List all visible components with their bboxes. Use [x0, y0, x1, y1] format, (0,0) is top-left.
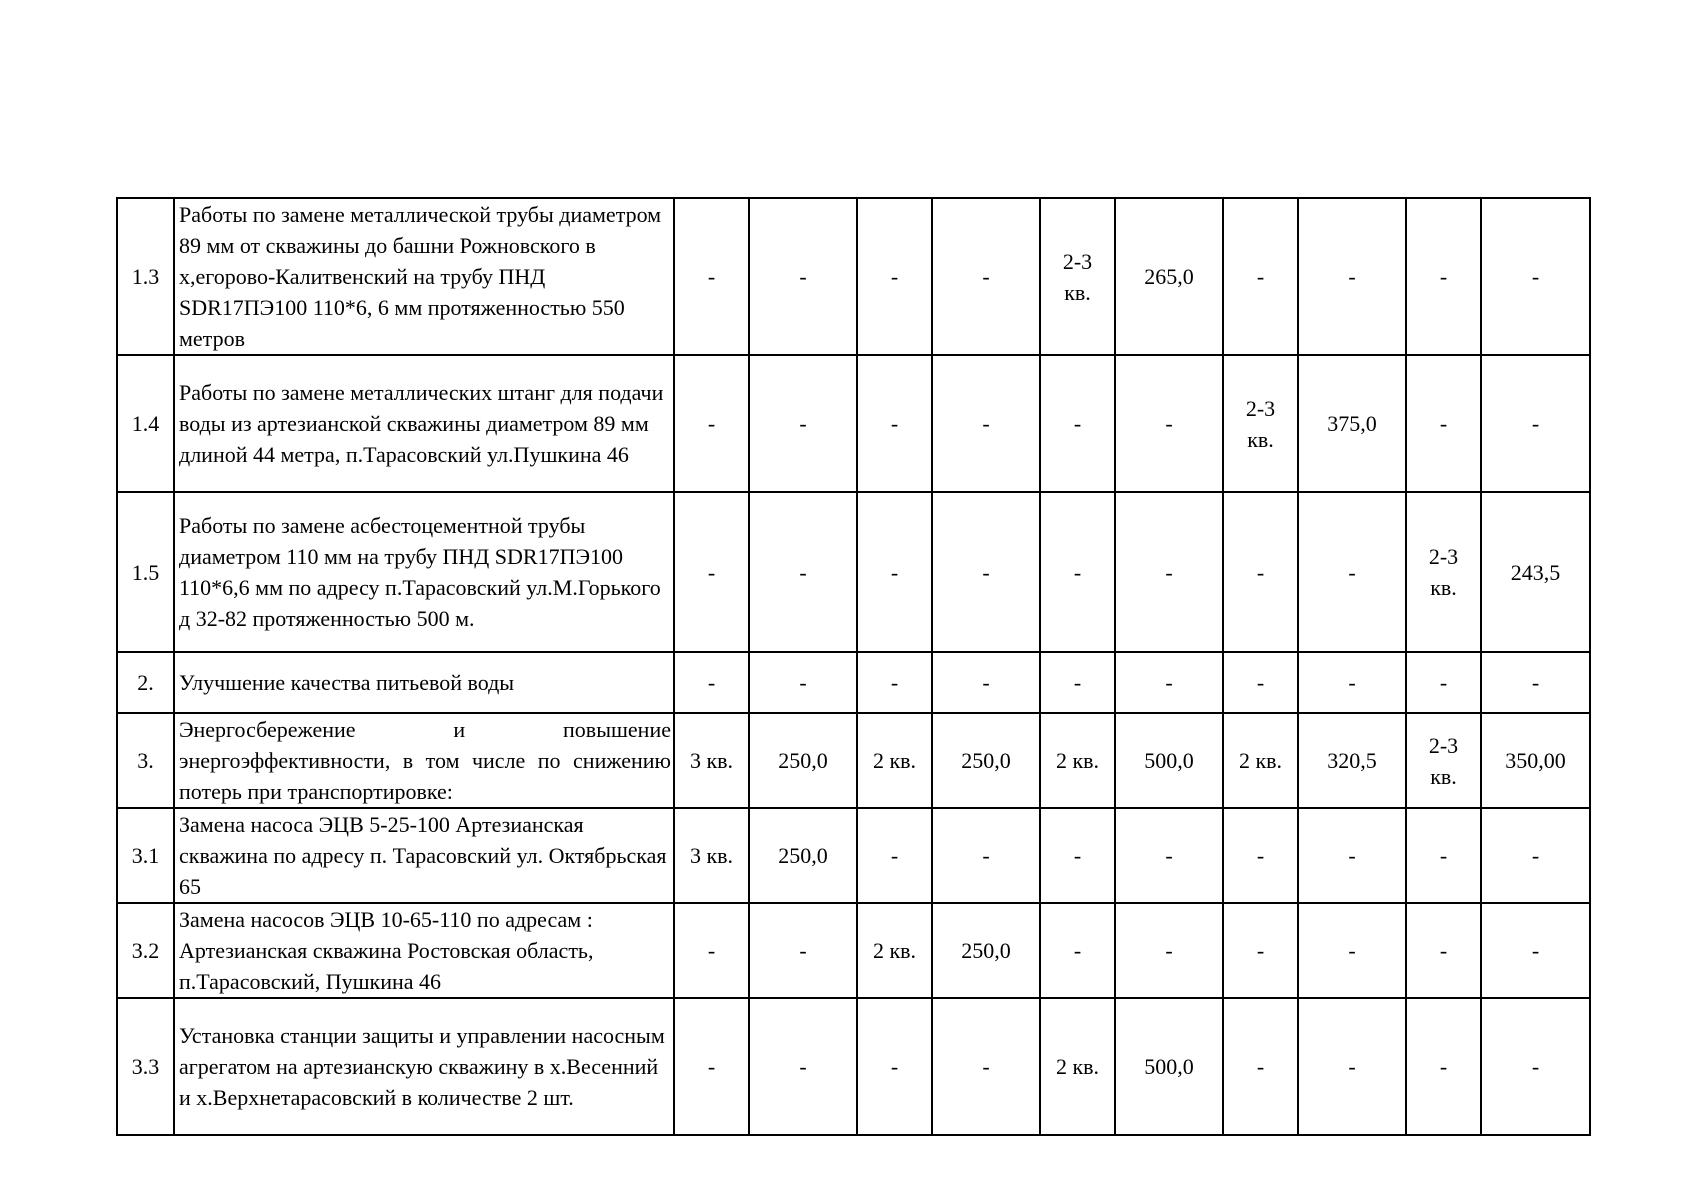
row-description: Работы по замене металлических штанг для подачи воды из артезианской скважины диаметром 89 мм длиной 44 метра, п.Тарасовский ул.Пушкина 46	[174, 355, 674, 492]
table-cell: 2 кв.	[1040, 998, 1115, 1135]
table-cell: 2 кв.	[1223, 713, 1298, 808]
table-cell: -	[1040, 492, 1115, 652]
table-cell: -	[1481, 998, 1590, 1135]
table-cell: -	[857, 492, 932, 652]
table-cell: -	[1298, 998, 1406, 1135]
table-cell: 2 кв.	[857, 713, 932, 808]
table-row	[117, 492, 1590, 652]
table-row	[117, 652, 1590, 713]
table-cell: -	[1223, 903, 1298, 998]
table-cell: -	[674, 355, 749, 492]
table-cell: -	[1406, 998, 1481, 1135]
table-cell: -	[1223, 652, 1298, 713]
table-cell: -	[1115, 808, 1223, 903]
table-cell: -	[1223, 998, 1298, 1135]
table-row	[117, 808, 1590, 903]
row-description: Работы по замене металлической трубы диаметром 89 мм от скважины до башни Рожновского в х,егорово-Калитвенский на трубу ПНД SDR17ПЭ100 110*6, 6 мм протяженностью 550 метров	[174, 198, 674, 355]
table-cell: -	[1481, 198, 1590, 355]
row-description: Замена насоса ЭЦВ 5-25-100 Артезианская скважина по адресу п. Тарасовский ул. Октябрьская 65	[174, 808, 674, 903]
table-cell: -	[1115, 652, 1223, 713]
table-cell: -	[1115, 903, 1223, 998]
row-description: Установка станции защиты и управлении насосным агрегатом на артезианскую скважину в х.Весенний и х.Верхнетарасовский в количестве 2 шт.	[174, 998, 674, 1135]
table-row	[117, 998, 1590, 1135]
table-cell: 2-3 кв.	[1040, 198, 1115, 355]
table-cell: -	[1223, 808, 1298, 903]
row-number: 3.	[117, 713, 174, 808]
table-cell: -	[1040, 652, 1115, 713]
table-cell: 250,0	[932, 903, 1040, 998]
row-number: 2.	[117, 652, 174, 713]
row-number: 3.2	[117, 903, 174, 998]
table-cell: -	[1223, 198, 1298, 355]
table-cell: -	[857, 652, 932, 713]
table-cell: 2 кв.	[1040, 713, 1115, 808]
row-number: 1.5	[117, 492, 174, 652]
table-cell: -	[674, 198, 749, 355]
table-cell: -	[857, 808, 932, 903]
row-description: Работы по замене асбестоцементной трубы диаметром 110 мм на трубу ПНД SDR17ПЭ100 110*6,6 мм по адресу п.Тарасовский ул.М.Горького д 32-82 протяженностью 500 м.	[174, 492, 674, 652]
table-cell: -	[1481, 808, 1590, 903]
table-row	[117, 355, 1590, 492]
table-cell: -	[1298, 808, 1406, 903]
works-table	[116, 197, 1591, 1136]
table-cell: 250,0	[749, 808, 857, 903]
table-cell: 2-3 кв.	[1223, 355, 1298, 492]
table-cell: -	[1406, 355, 1481, 492]
table-cell: 2 кв.	[857, 903, 932, 998]
table-cell: -	[674, 903, 749, 998]
table-cell: -	[749, 652, 857, 713]
table-cell: -	[932, 355, 1040, 492]
table-row	[117, 903, 1590, 998]
table-cell: 500,0	[1115, 998, 1223, 1135]
table-cell: 375,0	[1298, 355, 1406, 492]
table-cell: -	[674, 998, 749, 1135]
table-cell: 265,0	[1115, 198, 1223, 355]
row-number: 1.4	[117, 355, 174, 492]
table-cell: -	[1481, 903, 1590, 998]
table-cell: -	[674, 492, 749, 652]
table-cell: -	[1040, 903, 1115, 998]
table-cell: -	[1406, 808, 1481, 903]
table-cell: -	[857, 355, 932, 492]
table-cell: -	[857, 198, 932, 355]
table-cell: 243,5	[1481, 492, 1590, 652]
table-cell: 3 кв.	[674, 808, 749, 903]
table-cell: 250,0	[749, 713, 857, 808]
table-cell: -	[1040, 808, 1115, 903]
table-cell: -	[1298, 198, 1406, 355]
table-cell: -	[1298, 492, 1406, 652]
table-cell: -	[1223, 492, 1298, 652]
table-cell: -	[674, 652, 749, 713]
row-description: Энергосбережение и повышение энергоэффективности, в том числе по снижению потерь при транспортировке:	[174, 713, 674, 808]
table-cell: -	[1115, 492, 1223, 652]
table-cell: -	[1298, 903, 1406, 998]
table-cell: -	[932, 652, 1040, 713]
table-cell: -	[1481, 355, 1590, 492]
table-cell: -	[749, 492, 857, 652]
row-number: 3.1	[117, 808, 174, 903]
table-cell: 350,00	[1481, 713, 1590, 808]
table-cell: -	[1040, 355, 1115, 492]
table-cell: -	[1406, 198, 1481, 355]
table-cell: -	[749, 903, 857, 998]
table-cell: 250,0	[932, 713, 1040, 808]
table-cell: 500,0	[1115, 713, 1223, 808]
table-cell: -	[749, 355, 857, 492]
row-description: Улучшение качества питьевой воды	[174, 652, 674, 713]
table-cell: -	[749, 998, 857, 1135]
table-cell: -	[932, 492, 1040, 652]
table-cell: 3 кв.	[674, 713, 749, 808]
table-cell: -	[1298, 652, 1406, 713]
table-cell: -	[857, 998, 932, 1135]
table-row	[117, 713, 1590, 808]
table-row	[117, 198, 1590, 355]
row-number: 1.3	[117, 198, 174, 355]
row-number: 3.3	[117, 998, 174, 1135]
table-cell: 320,5	[1298, 713, 1406, 808]
table-cell: -	[1406, 652, 1481, 713]
table-cell: 2-3 кв.	[1406, 492, 1481, 652]
table-cell: -	[932, 198, 1040, 355]
table-cell: -	[749, 198, 857, 355]
table-cell: -	[1481, 652, 1590, 713]
table-cell: -	[1115, 355, 1223, 492]
table-cell: -	[932, 998, 1040, 1135]
table-cell: 2-3 кв.	[1406, 713, 1481, 808]
row-description: Замена насосов ЭЦВ 10-65-110 по адресам : Артезианская скважина Ростовская область, п.Тарасовский, Пушкина 46	[174, 903, 674, 998]
table-cell: -	[1406, 903, 1481, 998]
table-cell: -	[932, 808, 1040, 903]
table-body	[117, 198, 1590, 1135]
